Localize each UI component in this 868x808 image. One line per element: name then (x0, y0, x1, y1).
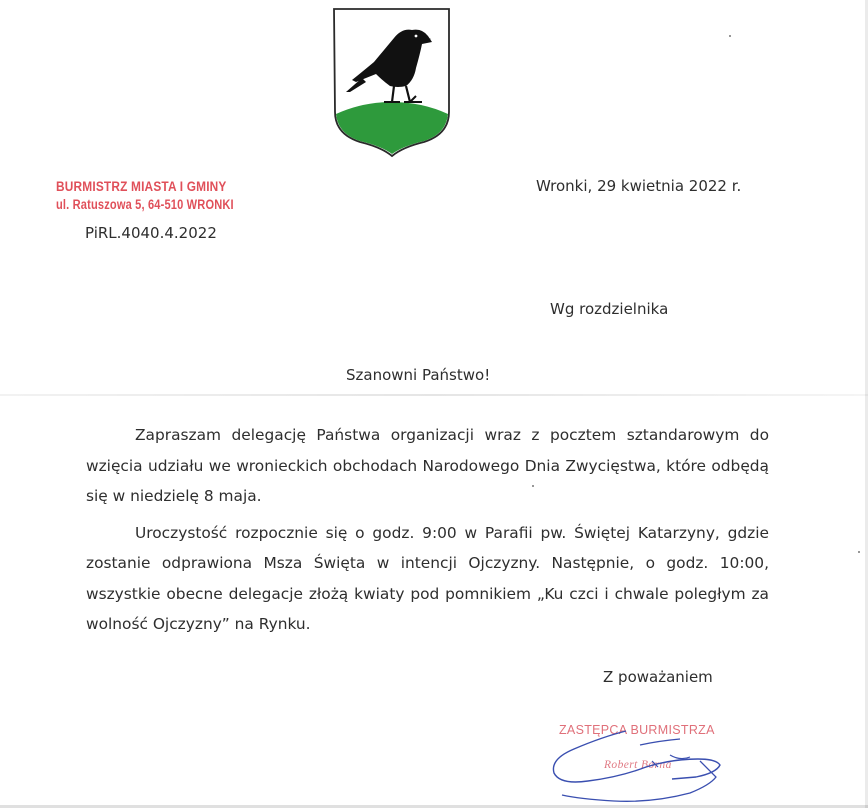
closing: Z poważaniem (603, 668, 713, 686)
body-paragraph: Zapraszam delegację Państwa organizacji wraz z pocztem sztandarowym do wzięcia udziału we wronieckich obchodach Narodowego Dnia Zwycięstwa, które odbędą się w niedzielę 8 maja. (86, 426, 769, 505)
scan-speck (858, 551, 860, 553)
issuer-stamp-title: BURMISTRZ MIASTA I GMINY (56, 179, 227, 194)
handwritten-signature-icon (540, 715, 760, 805)
signature-stamp-title: ZASTĘPCA BURMISTRZA (559, 723, 715, 737)
letter-body (86, 420, 769, 646)
reference-number: PiRL.4040.4.2022 (85, 224, 217, 242)
letter-date: Wronki, 29 kwietnia 2022 r. (536, 177, 742, 195)
issuer-stamp-address: ul. Ratuszowa 5, 64-510 WRONKI (56, 197, 234, 212)
signature-stamp-name: Robert Borna (604, 759, 672, 771)
salutation: Szanowni Państwo! (346, 366, 491, 384)
body-paragraph: Uroczystość rozpocznie się o godz. 9:00 w Parafii pw. Świętej Katarzyny, gdzie zostanie odprawiona Msza Święta w intencji Ojczyzny. Następnie, o godz. 10:00, wszystkie obecne delegacje złożą kwiaty pod pomnikiem „Ku czci i chwale poległym za wolność Ojczyzny” na Rynku. (86, 523, 769, 633)
coat-of-arms-raven-icon (332, 6, 452, 158)
paper-fold-line (0, 394, 868, 396)
issuer-stamp (56, 179, 273, 212)
recipient: Wg rozdzielnika (550, 300, 669, 318)
scan-speck (729, 35, 731, 37)
